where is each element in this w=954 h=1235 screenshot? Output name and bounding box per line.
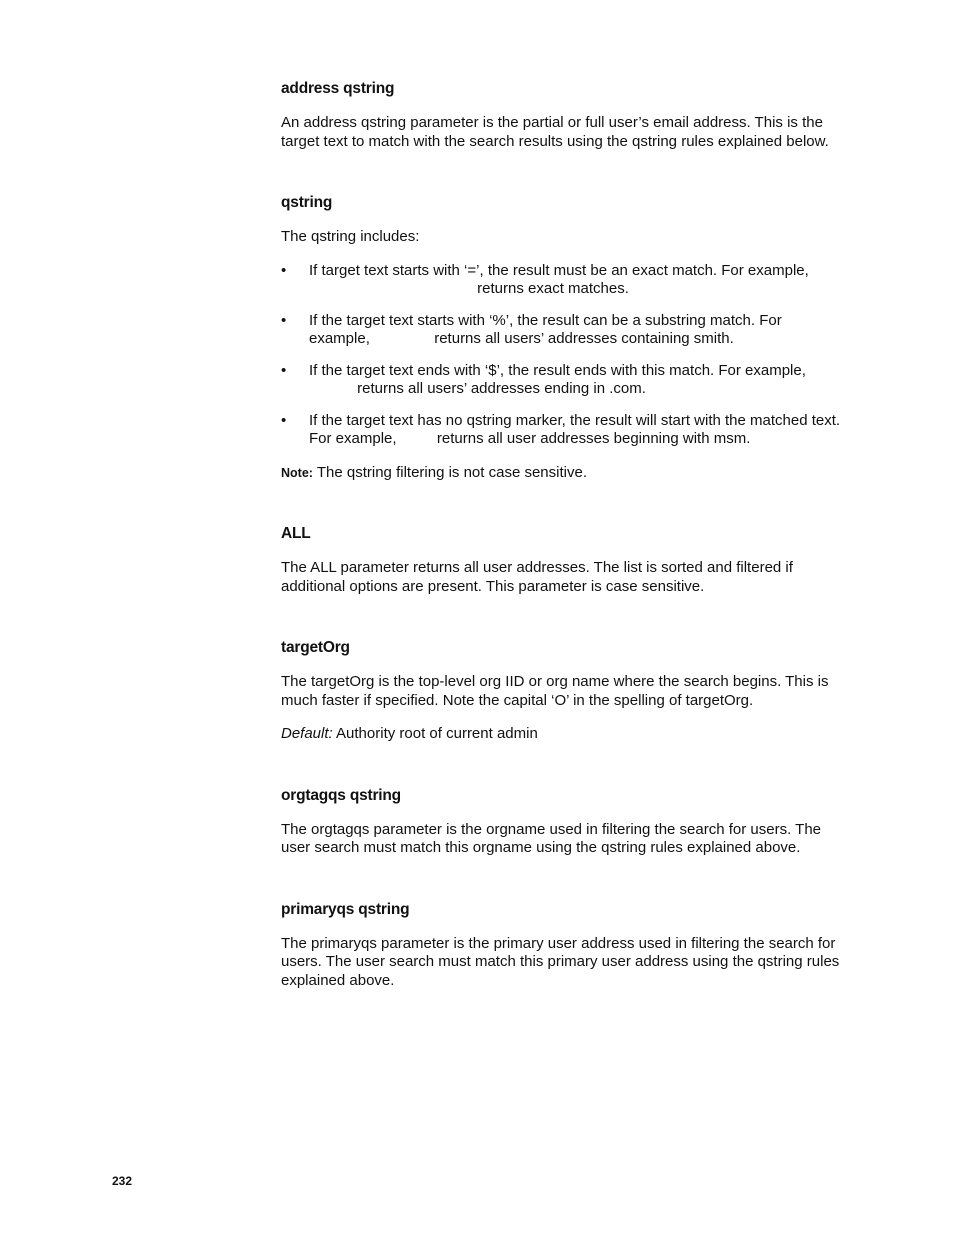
list-item-text-before: If the target text starts with ‘%’, the result can be a substring match. For example, [309,311,782,347]
document-content [281,79,846,990]
section-body: The primaryqs parameter is the primary user address used in filtering the search for users. The user search must match this primary user address using the qstring rules explained above. [281,934,840,989]
bullet-marker: • [281,361,287,379]
note [281,464,846,483]
section-intro: The qstring includes: [281,228,420,245]
default-label: Default: [281,725,333,742]
section-body: The ALL parameter returns all user addresses. The list is sorted and filtered if additional options are present. This parameter is case sensitive. [281,559,793,595]
section-body: An address qstring parameter is the partial or full user’s email address. This is the target text to match with the search results using the qstring rules explained below. [281,114,829,150]
section-heading: targetOrg [281,639,350,656]
qstring-rules-list [281,262,846,449]
default-value: Authority root of current admin [336,725,538,742]
section-body: The targetOrg is the top-level org IID or org name where the search begins. This is much faster if specified. Note the capital ‘O’ in the spelling of targetOrg. [281,673,829,709]
list-item [281,312,846,349]
section-heading: qstring [281,194,333,211]
list-item-text-after: returns all users’ addresses ending in .com. [357,380,646,397]
list-item-text-after: returns all user addresses beginning with msm. [436,430,751,447]
section-orgtagqs-qstring [281,786,846,858]
list-item-text-after: returns exact matches. [477,280,629,297]
section-heading: address qstring [281,80,395,97]
bullet-marker: • [281,261,287,279]
section-body: The orgtagqs parameter is the orgname used in filtering the search for users. The user search must match this orgname using the qstring rules explained above. [281,820,822,856]
list-item-text-before: If the target text ends with ‘$’, the result ends with this match. For example, [309,361,806,379]
bullet-marker: • [281,311,287,329]
section-qstring [281,193,846,482]
list-item [281,362,846,399]
section-heading: orgtagqs qstring [281,786,401,804]
section-address-qstring [281,79,846,151]
section-heading: ALL [281,525,311,542]
list-item-text-before: If the target text has no qstring marker, the result will start with the matched text. For example, [309,411,841,447]
list-item-text-after: returns all users’ addresses containing smith. [434,330,734,347]
section-heading: primaryqs qstring [281,900,410,918]
default-value-line [281,725,846,744]
list-item [281,412,846,449]
bullet-marker: • [281,411,287,429]
section-all [281,524,846,596]
section-targetorg [281,638,846,744]
page-number: 232 [112,1174,133,1188]
section-primaryqs-qstring [281,900,846,991]
list-item-text-before: If target text starts with ‘=’, the result must be an exact match. For example, [309,261,809,279]
note-text: The qstring filtering is not case sensitive. [316,463,587,481]
list-item [281,262,846,299]
note-label: Note: [281,465,313,480]
